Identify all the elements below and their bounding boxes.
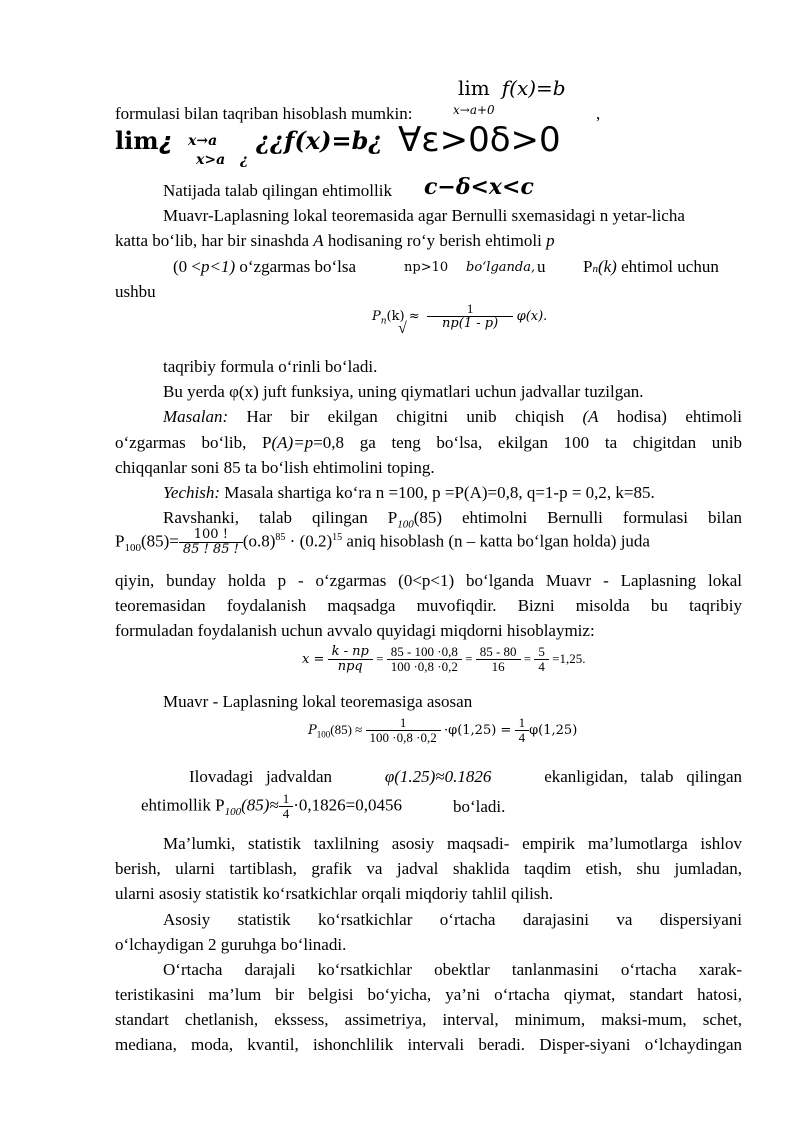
glyph-q1: ¿	[158, 127, 173, 155]
pnk-sub: n	[380, 316, 387, 327]
text-fragment: ekanligidan, talab qilingan	[544, 767, 742, 786]
sqrt-sign: √	[398, 320, 407, 337]
text-malumki-line1: Ma’lumki, statistik taxlilning asosiy maqsadi- empirik ma’lumotlarga ishlov	[163, 834, 742, 853]
p100-end: φ(1,25)	[529, 722, 578, 738]
text-fragment: P	[583, 257, 593, 276]
comma: ,	[596, 104, 601, 123]
x-frac3	[476, 645, 521, 675]
text-fragment: u	[537, 257, 546, 276]
garbled-expression: ¿¿f(x)=b¿	[256, 126, 383, 155]
p100-arg: (85) ≈	[330, 721, 363, 737]
x-frac4	[534, 645, 549, 675]
text-fragment-italic: p	[546, 231, 555, 250]
text-boladi: bo‘ladi.	[453, 797, 506, 816]
quantifier-expression: ∀ε>0δ>0	[398, 120, 561, 160]
condition-text: bo‘lganda,	[466, 260, 536, 275]
formula-interval: c−δ<x<c	[424, 174, 534, 200]
x-frac1	[328, 645, 373, 675]
text-fragment: (o.8)	[242, 531, 276, 551]
formula-x: x = $\frac{k - np}{\text{npq}}$ = $\frac{85 - 100 \cdot 0,8}{100 \cdot 0,8 \cdot 0,2}$ = $\frac{85 - 80}{16}$ = $\frac{5}{4}$ =1,25.	[302, 644, 586, 675]
text-ehtimollik	[141, 792, 402, 822]
text-fragment: Ilovadagi jadvaldan	[189, 767, 333, 786]
p100-quarter	[515, 716, 530, 746]
text-fragment: (0 <	[173, 257, 201, 276]
lim-word: lim	[458, 76, 490, 100]
text-asosiy-line2: o‘lchaydigan 2 guruhga bo‘linadi.	[115, 935, 347, 954]
frac-den: npq	[337, 659, 363, 675]
text-bu-yerda: Bu yerda φ(x) juft funksiya, uning qiymatlari uchun jadvallar tuzilgan.	[163, 382, 644, 401]
text-asosiy-line1: Asosiy statistik ko‘rsatkichlar o‘rtacha darajasini va dispersiyani	[163, 910, 742, 929]
text-ushbu: ushbu	[115, 282, 156, 301]
frac-den: np(1 - p)	[442, 316, 499, 332]
text-masalan-line1	[163, 407, 742, 427]
p100-lhs: P	[308, 722, 317, 738]
text-fragment: o‘zgarmas bo‘lsa	[235, 257, 356, 276]
x-frac2	[387, 645, 462, 675]
frac-num: 1	[427, 302, 514, 317]
text-malumki-line2: berish, ularni tartiblash, grafik va jadval shaklida taqdim etish, shu jumladan,	[115, 859, 742, 878]
text-fragment: Ravshanki, talab qilingan P	[163, 508, 398, 527]
frac-den: 4	[282, 806, 290, 822]
text-fragment: (0.2)	[299, 531, 333, 551]
frac-num: k - np	[328, 645, 373, 660]
factorial-fraction	[179, 528, 243, 558]
text-ilovadagi	[189, 767, 742, 787]
frac-den: 100 ·0,8 ·0,2	[390, 659, 458, 675]
condition-np: np>10	[404, 260, 449, 275]
text-fragment: ehtimollik P	[141, 795, 225, 815]
text-ravshanki-line3: qiyin, bunday holda p - o‘zgarmas (0<p<1) bo‘lganda Muavr - Laplasning lokal	[115, 571, 742, 590]
frac-den: 85 ! 85 !	[182, 542, 239, 558]
frac-num: 5	[534, 645, 549, 660]
lim-subscript-2b: x>a	[196, 152, 226, 168]
text-ortacha-line4: mediana, moda, kvantil, ishonchlilik intervali beradi. Disper-siyani o‘lchaydingan	[115, 1035, 742, 1054]
garbled-limit-formula	[115, 126, 173, 155]
text-fragment: ·	[285, 531, 300, 551]
text-fragment: (85) ehtimolni Bernulli formulasi bilan	[413, 508, 743, 527]
text-fragment-italic: A	[313, 231, 324, 250]
text-fragment-italic: (A)=p	[271, 433, 314, 452]
pnk-rhs: φ(x).	[516, 308, 548, 324]
text-line-formulasi: formulasi bilan taqriban hisoblash mumkin:	[115, 104, 413, 123]
p100-fraction	[366, 716, 441, 746]
formula-p100	[308, 716, 577, 746]
x-result: =1,25.	[552, 650, 586, 666]
lim-subscript-2a: x→a	[188, 133, 218, 149]
text-fragment: ehtimol uchun	[616, 257, 719, 276]
frac-num: 1	[279, 792, 294, 807]
text-fragment-italic: (k)	[597, 257, 617, 276]
x-lhs: x =	[302, 651, 325, 667]
frac-num: 85 - 100 ·0,8	[387, 645, 462, 660]
text-yechish	[163, 483, 655, 503]
text-fragment: =0,8 ga teng bo‘lsa, ekilgan 100 ta chigitdan unib	[313, 433, 742, 452]
masalan-label: Masalan:	[163, 407, 229, 426]
text-fragment-italic: φ(1.25)≈0.1826	[384, 767, 492, 786]
text-ortacha-line1: O‘rtacha darajali ko‘rsatkichlar obektlar tanlanmasini o‘rtacha xarak-	[163, 960, 742, 979]
lim-word-2: lim	[115, 126, 159, 155]
frac-den: 4	[538, 659, 545, 675]
frac-num: 1	[515, 716, 530, 731]
text-fragment-italic: (A	[582, 407, 599, 426]
text-pnk	[583, 257, 719, 277]
frac-num: 1	[366, 716, 441, 731]
exponent: 15	[332, 532, 343, 544]
glyph-q2: ¿	[240, 152, 249, 168]
text-fragment: Har bir ekilgan chigitni unib chiqish	[228, 407, 583, 426]
subscript: 100	[397, 518, 414, 531]
text-fragment: Masala shartiga ko‘ra n =100, p =P(A)=0,8, q=1-p = 0,2, k=85.	[220, 483, 655, 502]
text-ravshanki-line2	[115, 528, 650, 558]
p100-sub: 100	[316, 729, 331, 740]
limit-formula-top	[458, 76, 566, 100]
text-fragment: hodisaning ro‘y berish ehtimoli	[323, 231, 547, 250]
text-fragment: P	[115, 531, 125, 551]
frac-den: 4	[518, 730, 526, 746]
pnk-arg: (k) ≈	[386, 308, 420, 324]
lim-subscript: x→a+0	[453, 103, 495, 117]
text-fragment: o‘zgarmas bo‘lib, P	[115, 433, 272, 452]
pnk-fraction	[427, 302, 514, 332]
quarter-fraction	[279, 792, 294, 822]
text-muavr-line3	[173, 257, 356, 277]
text-ortacha-line3: standart chetlanish, ekssess, assimetriya, interval, minimum, maksi-mum, schet,	[115, 1010, 742, 1029]
p100-mid: ·φ(1,25) =	[443, 722, 512, 738]
text-ravshanki-line5: formuladan foydalanish uchun avvalo quyidagi miqdorni hisoblaymiz:	[115, 621, 595, 640]
text-fragment: hodisa) ehtimoli	[598, 407, 742, 426]
text-muavr-line1: Muavr-Laplasning lokal teoremasida agar Bernulli sxemasidagi n yetar-licha	[163, 206, 685, 225]
frac-num: 100 !	[179, 528, 243, 543]
frac-den: 16	[491, 659, 505, 675]
exponent: 85	[275, 532, 286, 544]
text-fragment: aniq hisoblash (n – katta bo‘lgan holda) juda	[342, 531, 650, 551]
text-muavr-line2	[115, 231, 555, 251]
text-fragment: (85)=	[140, 531, 179, 551]
text-fragment: katta bo‘lib, har bir sinashda	[115, 231, 314, 250]
text-natijada: Natijada talab qilingan ehtimollik	[163, 181, 392, 200]
text-fragment: ·0,1826=0,0456	[293, 795, 402, 815]
text-muavr-asosan: Muavr - Laplasning lokal teoremasiga asosan	[163, 692, 473, 711]
text-masalan-line2	[115, 433, 742, 453]
subscript-n: n	[592, 263, 598, 275]
frac-den: 100 ·0,8 ·0,2	[369, 730, 437, 746]
pnk-lhs: P	[372, 308, 381, 324]
lim-expression: f(x)=b	[501, 76, 566, 100]
subscript: 100	[224, 806, 242, 819]
text-fragment-italic: (85)≈	[241, 795, 279, 815]
text-ortacha-line2: teristikasini ma’lum bir belgisi bo‘yicha, ya’ni o‘rtacha qiymat, standart hatosi,	[115, 985, 742, 1004]
frac-num: 85 - 80	[476, 645, 521, 660]
text-muavr-line3-end	[537, 257, 546, 277]
text-masalan-line3: chiqqanlar soni 85 ta bo‘lish ehtimolini toping.	[115, 458, 435, 477]
yechish-label: Yechish:	[163, 483, 220, 502]
text-malumki-line3: ularni asosiy statistik ko‘rsatkichlar orqali miqdoriy tahlil qilish.	[115, 884, 554, 903]
text-fragment-italic: p<1)	[201, 257, 236, 276]
text-ravshanki-line4: teoremasidan foydalanish maqsadga muvofiqdir. Bizni misolda bu taqribiy	[115, 596, 742, 615]
text-taqribiy: taqribiy formula o‘rinli bo‘ladi.	[163, 357, 378, 376]
subscript: 100	[124, 542, 141, 555]
